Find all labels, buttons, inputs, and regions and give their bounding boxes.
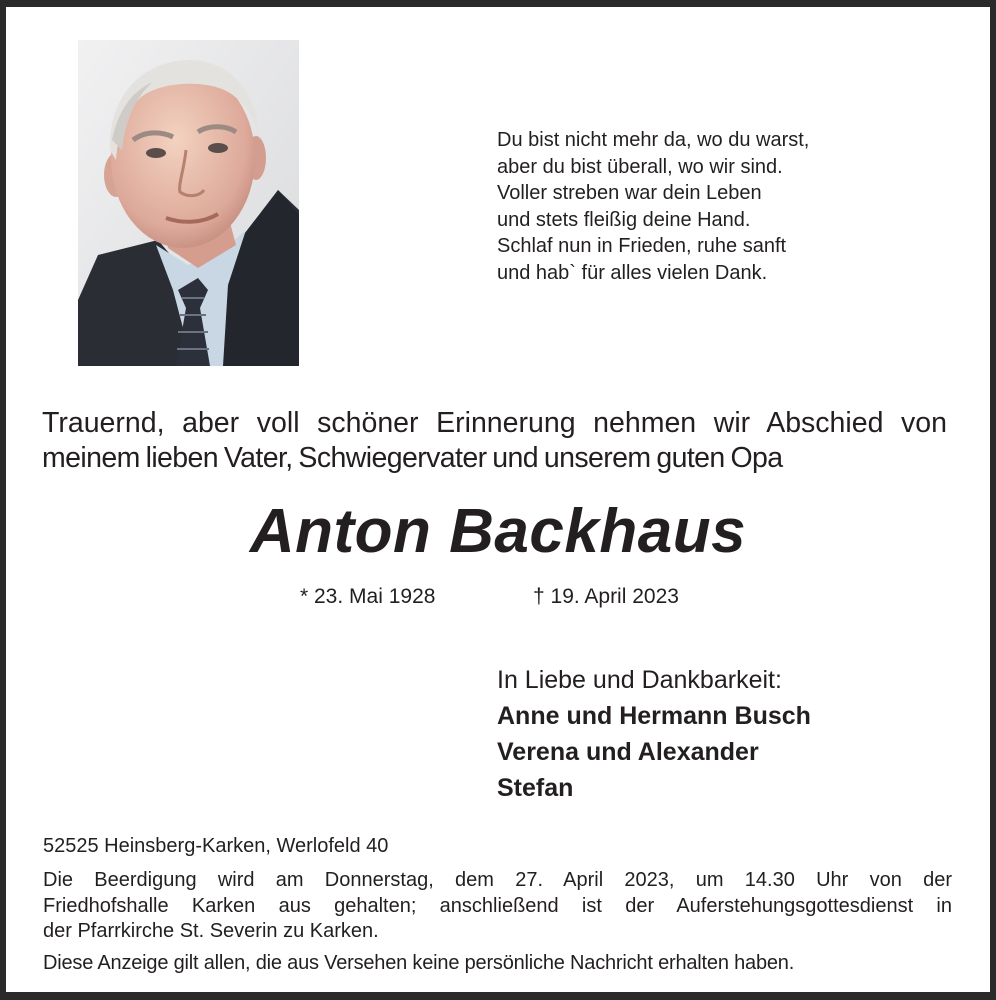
poem-line: Schlaf nun in Frieden, ruhe sanft bbox=[497, 235, 787, 257]
portrait-photo bbox=[78, 40, 299, 366]
family-signature bbox=[497, 662, 811, 806]
funeral-line: der Pfarrkirche St. Severin zu Karken. bbox=[43, 920, 379, 942]
funeral-details bbox=[43, 868, 952, 945]
intro-line: meinem lieben Vater, Schwiegervater und unserem guten Opa bbox=[42, 442, 783, 474]
poem-line: Voller streben war dein Leben bbox=[497, 182, 762, 204]
poem bbox=[497, 127, 917, 286]
family-member: Stefan bbox=[497, 774, 574, 802]
family-heading: In Liebe und Dankbarkeit: bbox=[497, 666, 782, 694]
family-address: 52525 Heinsberg-Karken, Werlofeld 40 bbox=[43, 835, 389, 857]
family-member: Anne und Hermann Busch bbox=[497, 702, 811, 730]
poem-line: Du bist nicht mehr da, wo du warst, bbox=[497, 129, 810, 151]
deceased-name: Anton Backhaus bbox=[249, 497, 747, 566]
funeral-line: Friedhofshalle Karken aus gehalten; anschließend ist der Auferstehungsgottesdienst in bbox=[43, 894, 952, 917]
birth-date: * 23. Mai 1928 bbox=[300, 585, 436, 608]
family-member: Verena und Alexander bbox=[497, 738, 759, 766]
poem-line: und hab` für alles vielen Dank. bbox=[497, 261, 768, 284]
death-date: † 19. April 2023 bbox=[533, 585, 679, 608]
poem-line: aber du bist überall, wo wir sind. bbox=[497, 155, 783, 178]
funeral-line: Die Beerdigung wird am Donnerstag, dem 27. April 2023, um 14.30 Uhr von der bbox=[43, 869, 952, 891]
notice-note: Diese Anzeige gilt allen, die aus Versehen keine persönliche Nachricht erhalten haben. bbox=[43, 952, 795, 974]
portrait-photo-icon bbox=[78, 40, 299, 366]
intro-line: Trauernd, aber voll schöner Erinnerung nehmen wir Abschied von bbox=[42, 407, 947, 439]
poem-line: und stets fleißig deine Hand. bbox=[497, 208, 751, 231]
intro-text bbox=[42, 406, 947, 476]
